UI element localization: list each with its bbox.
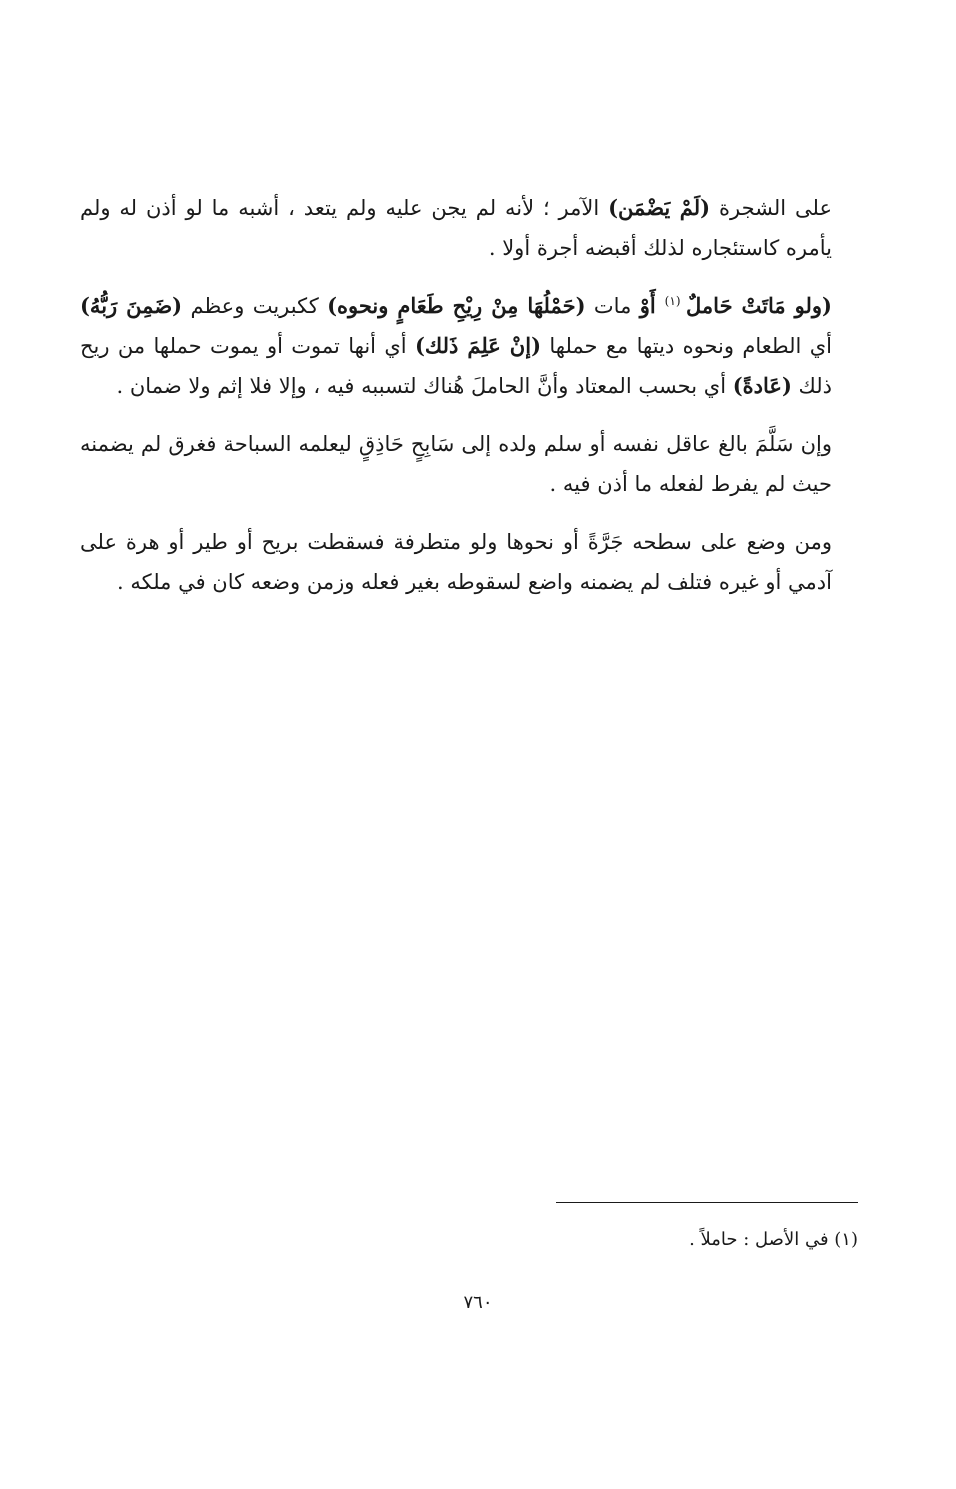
paragraph-2 bbox=[80, 286, 832, 406]
sharh-text: أي أنها تموت أو يموت حملها من ريح ذلك bbox=[80, 334, 832, 398]
matn-text: أَوْ bbox=[639, 293, 665, 318]
sharh-text: ككبريت وعظم bbox=[182, 294, 328, 318]
matn-text: (ضَمِنَ رَبُّهُ) bbox=[80, 293, 183, 318]
paragraph-3 bbox=[80, 424, 832, 504]
page-number: ٧٦٠ bbox=[463, 1292, 493, 1313]
footnote: (١) في الأصل : حاملاً . bbox=[689, 1229, 858, 1250]
paragraph-1 bbox=[80, 188, 832, 268]
main-text bbox=[80, 188, 832, 620]
sharh-text: الآمر ؛ لأنه لم يجن عليه ولم يتعد ، أشبه ما لو أذن له ولم يأمره كاستئجاره لذلك أقبضه أجرة أولا . bbox=[80, 196, 832, 260]
matn-text: (لَمْ يَضْمَن) bbox=[608, 195, 711, 220]
footnote-divider bbox=[556, 1202, 858, 1203]
paragraph-4 bbox=[80, 522, 832, 602]
sharh-text: مات bbox=[585, 294, 640, 318]
footnote-reference: (١) bbox=[664, 294, 687, 308]
sharh-text: على الشجرة bbox=[710, 196, 832, 220]
matn-text: (ولو مَاتَتْ حَاملٌ bbox=[686, 293, 832, 318]
sharh-text: أي بحسب المعتاد وأنَّ الحاملَ هُناك لتسببه فيه ، وإلا فلا إثم ولا ضمان . bbox=[116, 374, 733, 398]
sharh-text: أي الطعام ونحوه ديتها مع حملها bbox=[541, 334, 832, 358]
matn-text: (عَادةً) bbox=[732, 373, 792, 398]
matn-text: (إنْ عَلِمَ ذَلك) bbox=[414, 333, 542, 358]
sharh-text: وإن سَلَّمَ بالغ عاقل نفسه أو سلم ولده إلى سَابِحٍ حَاذِقٍ ليعلمه السباحة فغرق لم يضمنه حيث لم يفرط لفعله ما أذن فيه . bbox=[80, 432, 832, 496]
matn-text: (حَمْلُهَا مِنْ رِيْحِ طَعَامٍ ونحوه) bbox=[327, 293, 586, 318]
sharh-text: ومن وضع على سطحه جَرَّةً أو نحوها ولو متطرفة فسقطت بريح أو طير أو هرة على آدمي أو غيره فتلف لم يضمنه واضع لسقوطه بغير فعله وزمن وضعه كان في ملكه . bbox=[80, 530, 832, 594]
